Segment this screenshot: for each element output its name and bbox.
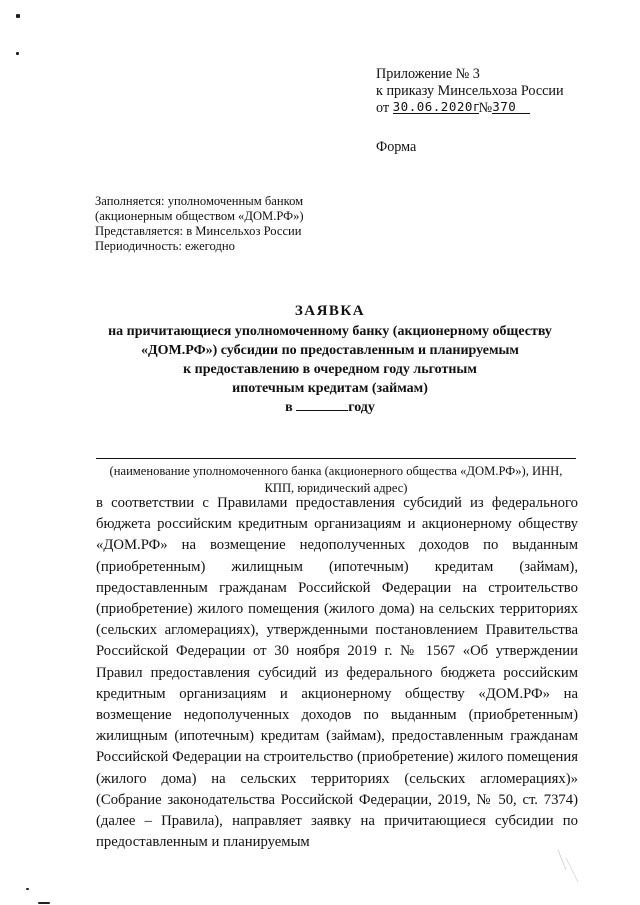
form-label: Форма	[376, 139, 417, 155]
annex-from-label: от	[376, 100, 390, 116]
meta-periodicity: Периодичность: ежегодно	[95, 239, 235, 253]
scan-speck	[16, 14, 20, 18]
meta-submitted-to: Представляется: в Минсельхоз России	[95, 224, 302, 238]
bank-name-line	[96, 458, 576, 459]
document-heading: ЗАЯВКА	[294, 303, 366, 319]
meta-filled-by: Заполняется: уполномоченным банком	[95, 194, 304, 208]
annex-block	[376, 66, 616, 117]
scan-scratch	[556, 848, 584, 884]
annex-number: 370	[492, 100, 530, 114]
scan-speck	[26, 888, 29, 890]
year-blank	[296, 398, 348, 411]
title-line: на причитающиеся уполномоченному банку (акционерному обществу	[108, 324, 552, 339]
scan-speck	[38, 902, 50, 904]
title-year-line	[60, 398, 600, 417]
annex-order-ref: к приказу Минсельхоза России	[376, 83, 564, 99]
title-year-suffix: году	[348, 400, 375, 415]
meta-filled-by-cont: (акционерным обществом «ДОМ.РФ»)	[95, 209, 304, 223]
meta-block	[95, 194, 304, 254]
body-paragraph: в соответствии с Правилами предоставления субсидий из федерального бюджета российским кредитным организациям и акционерному обществу «ДОМ.РФ» на возмещение недополученных доходов по выданным (приобретенным) жилищным (ипотечным) кредитам (займам), предоставленным гражданам Российской Федерации на строительство (приобретение) жилого помещения (жилого дома) на сельских территориях (сельских агломерациях), утвержденными постановлением Правительства Российской Федерации от 30 ноября 2019 г. № 1567 «Об утверждении Правил предоставления субсидий из федерального бюджета российским кредитным организациям и акционерному обществу «ДОМ.РФ» на возмещение недополученных доходов по выданным (приобретенным) жилищным (ипотечным) кредитам (займам), предоставленным гражданам Российской Федерации на строительство (приобретение) жилого помещения (жилого дома) на сельских территориях (сельских агломерациях)» (Собрание законодательства Российской Федерации, 2019, № 50, ст. 7374) (далее – Правила), направляет заявку на причитающиеся субсидии по предоставленным и планируемым	[96, 495, 578, 851]
caption-line: КПП, юридический адрес)	[264, 481, 408, 495]
annex-number-label: №	[478, 100, 493, 116]
annex-date-line	[376, 100, 616, 117]
scan-speck	[16, 52, 19, 55]
title-line: ипотечным кредитам (займам)	[232, 381, 428, 396]
title-year-prefix: в	[285, 400, 293, 415]
annex-title: Приложение № 3	[376, 66, 480, 82]
title-line: к предоставлению в очередном году льготным	[183, 362, 477, 377]
caption-line: (наименование уполномоченного банка (акционерного общества «ДОМ.РФ»), ИНН,	[109, 464, 563, 478]
bank-name-caption	[96, 463, 576, 497]
document-title	[60, 322, 600, 417]
annex-date: 30.06.2020г	[392, 99, 481, 114]
title-line: «ДОМ.РФ») субсидии по предоставленным и планируемым	[141, 343, 519, 358]
